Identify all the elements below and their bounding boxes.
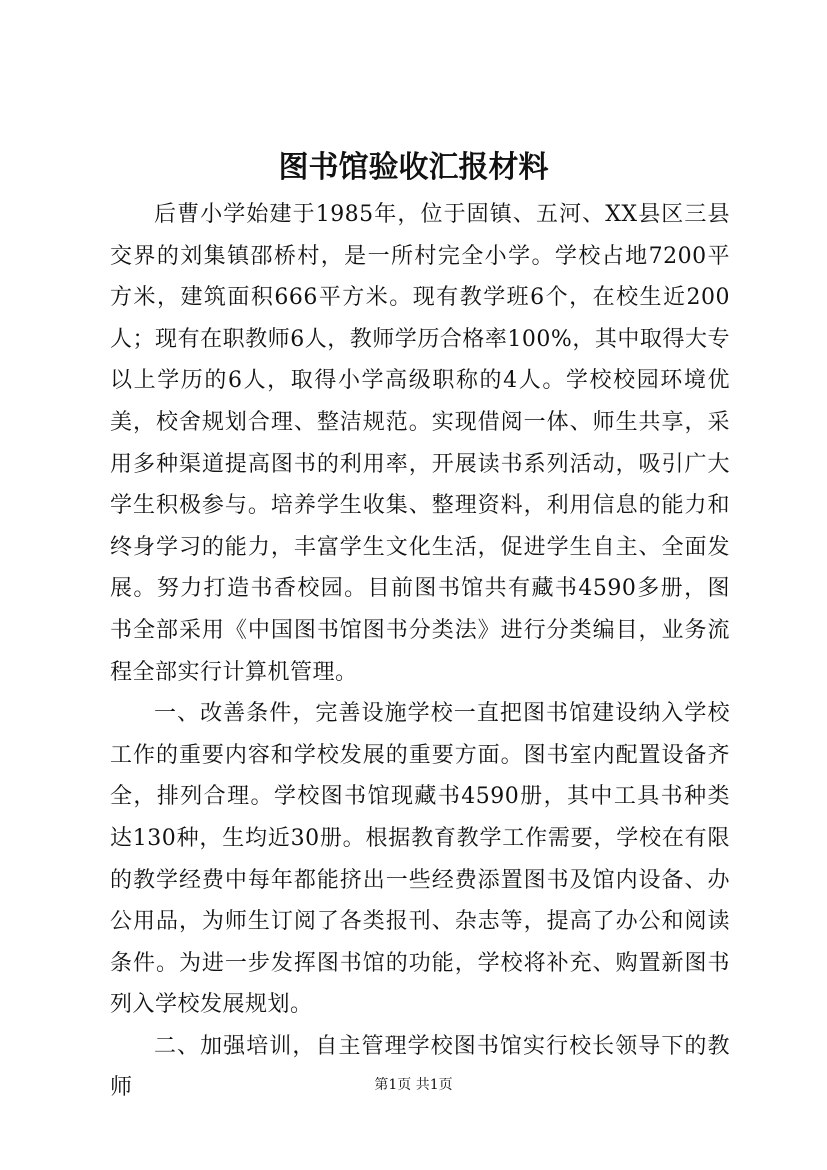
paragraph-section-2: 二、加强培训，自主管理学校图书馆实行校长领导下的教师	[110, 1033, 730, 1101]
document-body	[110, 194, 730, 1109]
paragraph-intro: 后曹小学始建于1985年，位于固镇、五河、XX县区三县交界的刘集镇邵桥村，是一所村完全小学。学校占地7200平方米，建筑面积666平方米。现有教学班6个，在校生近200人；现有在职教师6人，教师学历合格率100%，其中取得大专以上学历的6人，取得小学高级职称的4人。学校校园环境优美，校舍规划合理、整洁规范。实现借阅一体、师生共享，采用多种渠道提高图书的利用率，开展读书系列活动，吸引广大学生积极参与。培养学生收集、整理资料，利用信息的能力和终身学习的能力，丰富学生文化生活，促进学生自主、全面发展。努力打造书香校园。目前图书馆共有藏书4590多册，图书全部采用《中国图书馆图书分类法》进行分类编目，业务流程全部实行计算机管理。	[110, 202, 730, 685]
page-number-footer: 第1页 共1页	[374, 1077, 453, 1093]
document-title: 图书馆验收汇报材料	[278, 150, 549, 185]
paragraph-section-1: 一、改善条件，完善设施学校一直把图书馆建设纳入学校工作的重要内容和学校发展的重要方面。图书室内配置设备齐全，排列合理。学校图书馆现藏书4590册，其中工具书种类达130种，生均近30册。根据教育教学工作需要，学校在有限的教学经费中每年都能挤出一些经费添置图书及馆内设备、办公用品，为师生订阅了各类报刊、杂志等，提高了办公和阅读条件。为进一步发挥图书馆的功能，学校将补充、购置新图书列入学校发展规划。	[110, 701, 730, 1018]
